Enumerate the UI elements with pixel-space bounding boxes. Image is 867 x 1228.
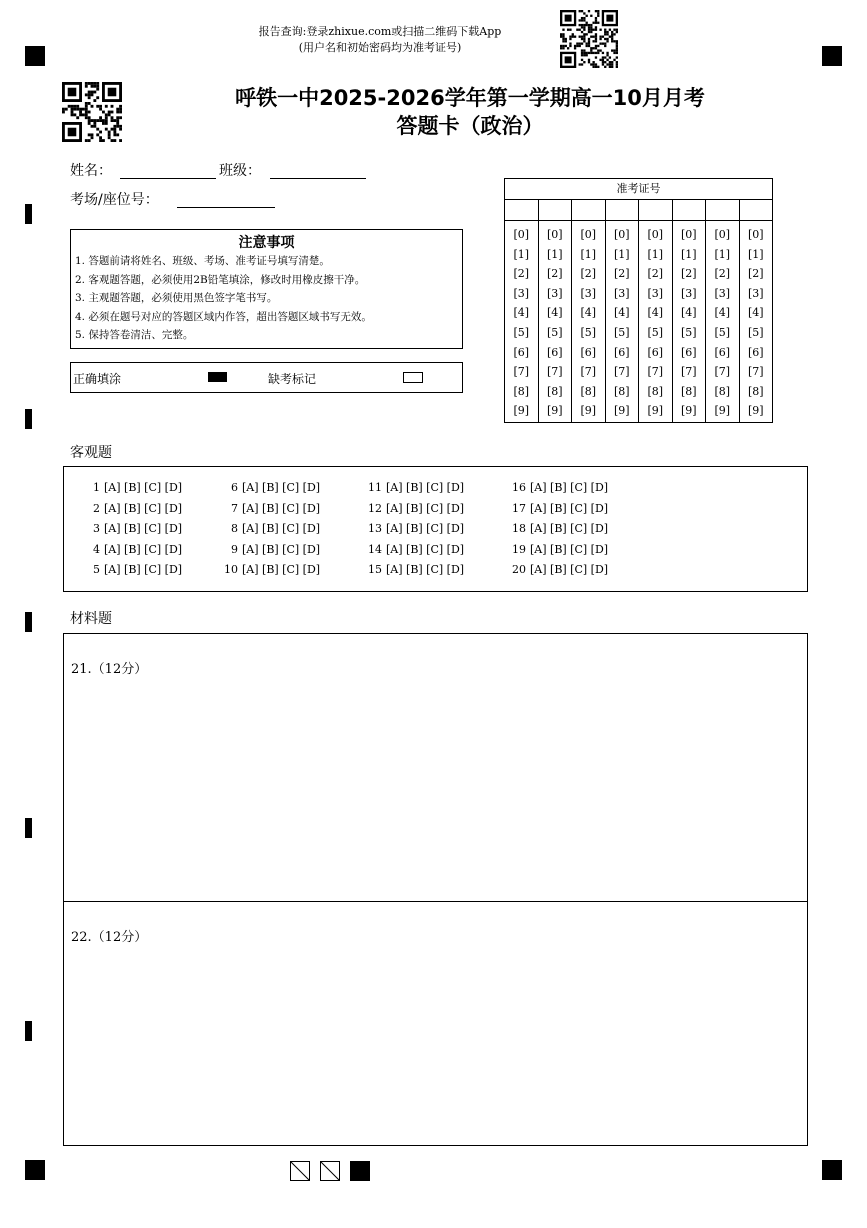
exam-id-digit-bubble[interactable]: [8] [613,384,630,398]
exam-id-digit-bubble[interactable]: [0] [580,228,597,241]
objective-question[interactable] [84,543,182,556]
option-bubbles[interactable]: [A] [B] [C] [D] [386,502,465,515]
exam-id-digit-bubble[interactable]: [7] [513,365,530,379]
exam-id-digit-bubble[interactable]: [9] [714,404,731,418]
objective-question[interactable] [84,563,182,576]
student-qr-code [62,82,122,142]
exam-id-digit-bubble[interactable]: [8] [546,384,563,398]
question-22-label: 22.（12分） [71,930,148,945]
exam-id-title: 准考证号 [505,179,772,200]
answer-area-q21[interactable] [63,633,808,902]
question-number: 5 [93,563,100,576]
notice-item: 4. 必须在题号对应的答题区域内作答，超出答题区域书写无效。 [75,310,372,323]
page-marker-filled [350,1161,370,1181]
exam-id-digit-bubble[interactable]: [5] [546,325,563,339]
question-number: 4 [93,543,100,556]
objective-section-label: 客观题 [70,445,112,461]
exam-id-digit-bubble[interactable]: [7] [747,365,764,379]
exam-id-digit-bubble[interactable]: [3] [647,286,664,300]
exam-id-digit-bubble[interactable]: [2] [680,267,697,281]
seat-label: 考场/座位号： [70,192,159,208]
exam-id-digit-bubble[interactable]: [8] [714,384,731,398]
exam-id-digit-bubble[interactable]: [0] [513,228,530,241]
objective-question[interactable] [366,543,464,556]
objective-question[interactable] [222,543,320,556]
exam-id-digit-bubble[interactable]: [0] [546,228,563,241]
exam-id-grid [504,178,773,423]
exam-id-digit-bubble[interactable]: [3] [513,286,530,300]
option-bubbles[interactable]: [A] [B] [C] [D] [104,563,183,576]
exam-id-digit-bubble[interactable]: [9] [747,404,764,418]
option-bubbles[interactable]: [A] [B] [C] [D] [530,563,609,576]
option-bubbles[interactable]: [A] [B] [C] [D] [530,481,609,494]
corner-mark-bottom-right [822,1160,842,1180]
question-number: 18 [512,522,526,535]
question-number: 9 [231,543,238,556]
exam-id-digit-bubble[interactable]: [9] [546,404,563,418]
exam-id-digit-bubble[interactable]: [9] [513,404,530,418]
exam-id-digit-bubble[interactable]: [1] [513,247,530,261]
objective-question[interactable] [84,502,182,515]
exam-id-digit-bubble[interactable]: [5] [747,325,764,339]
exam-id-column [639,200,673,422]
question-number: 16 [512,481,526,494]
exam-id-digit-bubble[interactable]: [4] [647,306,664,320]
class-field[interactable] [270,178,366,179]
option-bubbles[interactable]: [A] [B] [C] [D] [386,522,465,535]
option-bubbles[interactable]: [A] [B] [C] [D] [104,502,183,515]
option-bubbles[interactable]: [A] [B] [C] [D] [242,481,321,494]
option-bubbles[interactable]: [A] [B] [C] [D] [104,481,183,494]
timing-mark [25,818,32,838]
exam-id-digit-bubble[interactable]: [4] [714,306,731,320]
exam-id-write-cell[interactable] [639,200,672,221]
title-line1: 呼铁一中2025-2026学年第一学期高一10月月考 [235,86,705,110]
report-query-line2: (用户名和初始密码均为准考证号) [298,41,462,54]
exam-id-digit-bubble[interactable]: [7] [714,365,731,379]
question-number: 15 [368,563,382,576]
exam-id-column [673,200,707,422]
exam-id-digit-bubble[interactable]: [8] [513,384,530,398]
question-number: 2 [93,502,100,515]
notice-item: 1. 答题前请将姓名、班级、考场、准考证号填写清楚。 [75,255,330,267]
correct-fill-label: 正确填涂 [73,372,122,386]
exam-id-digit-bubble[interactable]: [1] [680,247,697,261]
correct-fill-sample [208,372,227,382]
exam-id-digit-bubble[interactable]: [8] [747,384,764,398]
exam-id-digit-bubble[interactable]: [7] [580,365,597,379]
question-number: 17 [512,502,526,515]
exam-id-digit-bubble[interactable]: [6] [546,345,563,359]
exam-id-column [740,200,773,422]
question-number: 14 [368,543,382,556]
objective-answer-box [63,466,808,592]
download-qr-code [560,10,618,68]
exam-id-digit-bubble[interactable]: [2] [513,267,530,281]
exam-id-digit-bubble[interactable]: [8] [647,384,664,398]
exam-id-digit-bubble[interactable]: [4] [513,306,530,320]
answer-area-q22[interactable] [63,900,808,1146]
timing-mark [25,409,32,429]
question-number: 8 [231,522,238,535]
exam-id-digit-bubble[interactable]: [7] [546,365,563,379]
timing-mark [25,612,32,632]
exam-id-digit-bubble[interactable]: [2] [613,267,630,281]
exam-id-digit-bubble[interactable]: [3] [680,286,697,300]
objective-question[interactable] [222,502,320,515]
exam-id-digit-bubble[interactable]: [9] [647,404,664,418]
exam-id-digit-bubble[interactable]: [4] [580,306,597,320]
material-section-label: 材料题 [70,611,112,627]
objective-question[interactable] [84,481,182,494]
objective-question[interactable] [510,481,608,494]
exam-id-digit-bubble[interactable]: [4] [613,306,630,320]
exam-id-digit-bubble[interactable]: [5] [613,325,630,339]
exam-id-digit-bubble[interactable]: [4] [680,306,697,320]
objective-question[interactable] [510,522,608,535]
notice-title: 注意事项 [238,235,295,251]
objective-question[interactable] [510,563,608,576]
exam-id-digit-bubble[interactable]: [4] [546,306,563,320]
timing-mark [25,1021,32,1041]
option-bubbles[interactable]: [A] [B] [C] [D] [242,522,321,535]
timing-mark [25,204,32,224]
exam-id-digit-bubble[interactable]: [1] [647,247,664,261]
exam-id-digit-bubble[interactable]: [1] [613,247,630,261]
exam-id-digit-bubble[interactable]: [0] [613,228,630,241]
name-field[interactable] [120,178,216,179]
exam-id-digit-bubble[interactable]: [5] [513,325,530,339]
exam-id-write-cell[interactable] [706,200,739,221]
exam-id-column [539,200,573,422]
exam-id-digit-bubble[interactable]: [1] [580,247,597,261]
option-bubbles[interactable]: [A] [B] [C] [D] [104,543,183,556]
exam-id-digit-bubble[interactable]: [3] [747,286,764,300]
notice-item: 2. 客观题答题，必须使用2B铅笔填涂，修改时用橡皮擦干净。 [75,273,366,286]
seat-field[interactable] [177,207,275,208]
exam-id-digit-bubble[interactable]: [2] [546,267,563,281]
report-query-note [220,24,540,56]
exam-id-write-cell[interactable] [572,200,605,221]
exam-id-digit-bubble[interactable]: [3] [580,286,597,300]
question-number: 13 [368,522,382,535]
exam-id-digit-bubble[interactable]: [7] [680,365,697,379]
notice-item: 5. 保持答卷清洁、完整。 [75,329,194,341]
report-query-line1: 报告查询:登录zhixue.com或扫描二维码下载App [258,25,502,38]
objective-question[interactable] [222,481,320,494]
exam-id-digit-bubble[interactable]: [2] [747,267,764,281]
option-bubbles[interactable]: [A] [B] [C] [D] [242,543,321,556]
exam-id-digit-bubble[interactable]: [6] [613,345,630,359]
objective-question[interactable] [510,543,608,556]
exam-id-column [706,200,740,422]
objective-question[interactable] [366,563,464,576]
notice-item: 3. 主观题答题，必须使用黑色签字笔书写。 [75,292,278,304]
option-bubbles[interactable]: [A] [B] [C] [D] [386,543,465,556]
absent-mark-label: 缺考标记 [268,372,317,386]
exam-id-digit-bubble[interactable]: [7] [613,365,630,379]
exam-id-digit-bubble[interactable]: [1] [546,247,563,261]
objective-question[interactable] [366,522,464,535]
page-marker-empty [290,1161,310,1181]
objective-question[interactable] [366,481,464,494]
exam-id-write-cell[interactable] [505,200,538,221]
question-number: 7 [231,502,238,515]
exam-id-column [572,200,606,422]
exam-id-digit-bubble[interactable]: [5] [714,325,731,339]
exam-id-column [505,200,539,422]
class-label: 班级： [219,163,261,179]
exam-id-digit-bubble[interactable]: [7] [647,365,664,379]
question-number: 10 [224,563,238,576]
exam-id-digit-bubble[interactable]: [5] [680,325,697,339]
objective-question[interactable] [510,502,608,515]
corner-mark-top-left [25,46,45,66]
exam-id-digit-bubble[interactable]: [6] [580,345,597,359]
exam-id-digit-bubble[interactable]: [4] [747,306,764,320]
page-title [180,84,760,140]
corner-mark-bottom-left [25,1160,45,1180]
option-bubbles[interactable]: [A] [B] [C] [D] [530,543,609,556]
option-bubbles[interactable]: [A] [B] [C] [D] [386,563,465,576]
exam-id-digit-bubble[interactable]: [1] [714,247,731,261]
question-number: 12 [368,502,382,515]
exam-id-digit-bubble[interactable]: [3] [714,286,731,300]
exam-id-write-cell[interactable] [606,200,639,221]
exam-id-digit-bubble[interactable]: [6] [747,345,764,359]
exam-id-digit-bubble[interactable]: [3] [613,286,630,300]
exam-id-digit-bubble[interactable]: [6] [513,345,530,359]
objective-question[interactable] [366,502,464,515]
exam-id-digit-bubble[interactable]: [2] [580,267,597,281]
option-bubbles[interactable]: [A] [B] [C] [D] [530,502,609,515]
exam-id-digit-bubble[interactable]: [6] [647,345,664,359]
exam-id-write-cell[interactable] [740,200,773,221]
page-marker-empty [320,1161,340,1181]
exam-id-digit-bubble[interactable]: [2] [714,267,731,281]
objective-question[interactable] [84,522,182,535]
question-number: 6 [231,481,238,494]
exam-id-digit-bubble[interactable]: [0] [747,228,764,241]
option-bubbles[interactable]: [A] [B] [C] [D] [530,522,609,535]
exam-id-digit-bubble[interactable]: [6] [680,345,697,359]
exam-id-digit-bubble[interactable]: [3] [546,286,563,300]
exam-id-digit-bubble[interactable]: [9] [613,404,630,418]
question-number: 19 [512,543,526,556]
option-bubbles[interactable]: [A] [B] [C] [D] [242,502,321,515]
exam-id-digit-bubble[interactable]: [0] [647,228,664,241]
exam-id-digit-bubble[interactable]: [2] [647,267,664,281]
notice-box [70,229,463,349]
exam-id-digit-bubble[interactable]: [0] [714,228,731,241]
exam-id-digit-bubble[interactable]: [8] [680,384,697,398]
option-bubbles[interactable]: [A] [B] [C] [D] [242,563,321,576]
option-bubbles[interactable]: [A] [B] [C] [D] [104,522,183,535]
exam-id-digit-bubble[interactable]: [5] [580,325,597,339]
objective-question[interactable] [222,522,320,535]
exam-id-write-cell[interactable] [539,200,572,221]
question-number: 20 [512,563,526,576]
corner-mark-top-right [822,46,842,66]
exam-id-digit-bubble[interactable]: [5] [647,325,664,339]
exam-id-digit-bubble[interactable]: [9] [580,404,597,418]
exam-id-digit-bubble[interactable]: [0] [680,228,697,241]
exam-id-digit-bubble[interactable]: [9] [680,404,697,418]
option-bubbles[interactable]: [A] [B] [C] [D] [386,481,465,494]
absent-mark-checkbox[interactable] [403,372,423,383]
exam-id-digit-bubble[interactable]: [1] [747,247,764,261]
question-number: 11 [368,481,382,494]
fill-example-box [70,362,463,393]
exam-id-write-cell[interactable] [673,200,706,221]
name-label: 姓名： [70,163,112,179]
objective-question[interactable] [222,563,320,576]
question-21-label: 21.（12分） [71,662,148,677]
exam-id-digit-bubble[interactable]: [8] [580,384,597,398]
title-line2: 答题卡（政治） [396,114,544,138]
exam-id-column [606,200,640,422]
question-number: 1 [93,481,100,494]
exam-id-digit-bubble[interactable]: [6] [714,345,731,359]
question-number: 3 [93,522,100,535]
